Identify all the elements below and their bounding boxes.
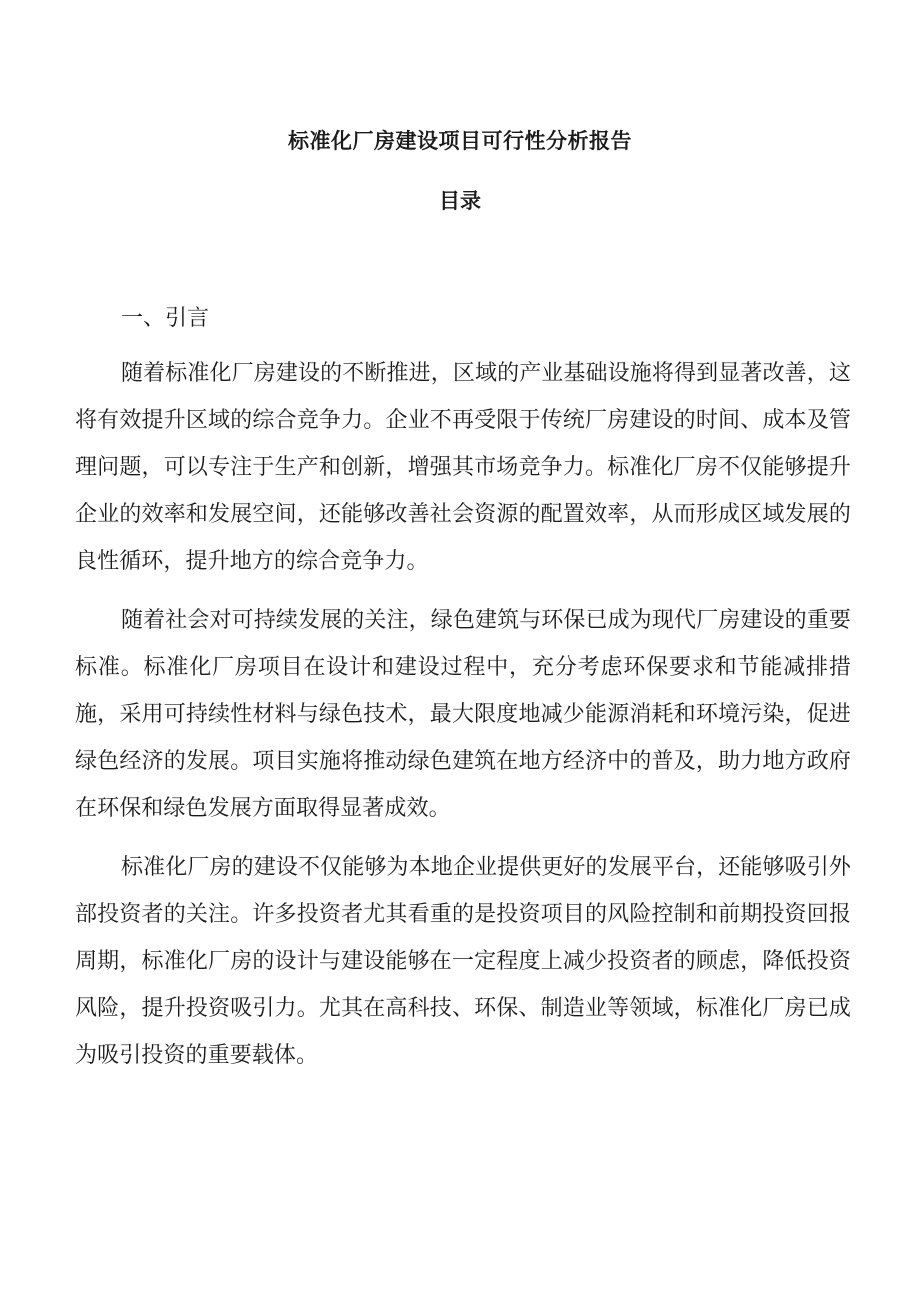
- document-body: [75, 300, 851, 1079]
- paragraph: 随着社会对可持续发展的关注，绿色建筑与环保已成为现代厂房建设的重要标准。标准化厂房项目在设计和建设过程中，充分考虑环保要求和节能减排措施，采用可持续性材料与绿色技术，最大限度地减少能源消耗和环境污染，促进绿色经济的发展。项目实施将推动绿色建筑在地方经济中的普及，助力地方政府在环保和绿色发展方面取得显著成效。: [75, 608, 851, 821]
- toc-heading: 目录: [439, 189, 481, 213]
- document-title: 标准化厂房建设项目可行性分析报告: [288, 129, 632, 153]
- paragraph: 随着标准化厂房建设的不断推进，区域的产业基础设施将得到显著改善，这将有效提升区域的综合竞争力。企业不再受限于传统厂房建设的时间、成本及管理问题，可以专注于生产和创新，增强其市场竞争力。标准化厂房不仅能够提升企业的效率和发展空间，还能够改善社会资源的配置效率，从而形成区域发展的良性循环，提升地方的综合竞争力。: [75, 361, 851, 574]
- section-heading-introduction: 一、引言: [121, 306, 210, 331]
- paragraph: 标准化厂房的建设不仅能够为本地企业提供更好的发展平台，还能够吸引外部投资者的关注。许多投资者尤其看重的是投资项目的风险控制和前期投资回报周期，标准化厂房的设计与建设能够在一定程度上减少投资者的顾虑，降低投资风险，提升投资吸引力。尤其在高科技、环保、制造业等领域，标准化厂房已成为吸引投资的重要载体。: [75, 855, 851, 1068]
